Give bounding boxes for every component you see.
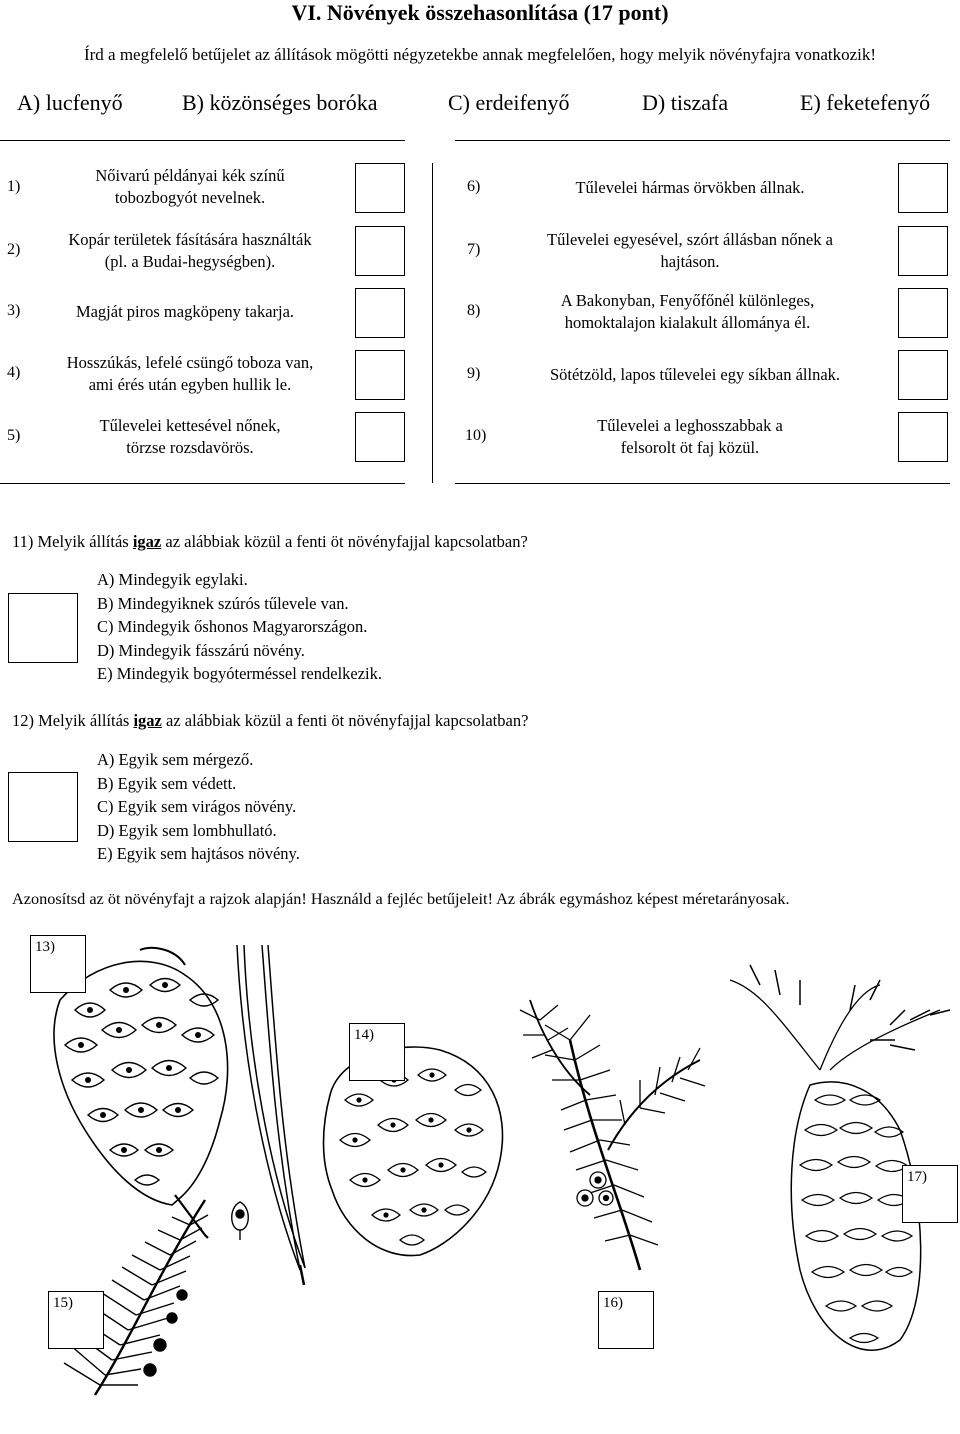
statement-line: Tűlevelei a leghosszabbak a <box>597 416 783 435</box>
statement-number: 9) <box>467 365 481 382</box>
statement-line: Magját piros magköpeny takarja. <box>75 302 295 321</box>
statement-line: homoktalajon kialakult állománya él. <box>564 313 811 332</box>
statement-number: 7) <box>467 241 481 258</box>
statement-number: 10) <box>465 427 487 444</box>
figure-label-14: 14) <box>349 1023 405 1081</box>
species-a: A) lucfenyő <box>17 90 123 115</box>
option-c: C) Egyik sem virágos növény. <box>97 797 297 816</box>
species-c: C) erdeifenyő <box>448 90 570 115</box>
option-e: E) Mindegyik bogyóterméssel rendelkezik. <box>97 664 383 683</box>
figure-label-17: 17) <box>902 1165 958 1223</box>
statement-line: felsorolt öt faj közül. <box>620 438 760 457</box>
instruction: Írd a megfelelő betűjelet az állítások mögötti négyzetekbe annak megfelelően, hogy melyik növényfajra vonatkozik! <box>83 45 877 64</box>
page-title: VI. Növények összehasonlítása (17 pont) <box>291 0 669 25</box>
pine-needles-drawing <box>237 945 305 1285</box>
species-d: D) tiszafa <box>642 90 729 115</box>
statement-line: Tűlevelei egyesével, szórt állásban nőnek a <box>547 230 833 249</box>
statement-line: Kopár területek fásítására használták <box>68 230 312 249</box>
statement-number: 6) <box>467 178 481 195</box>
identify-instruction: Azonosítsd az öt növényfajt a rajzok alapján! Használd a fejléc betűjeleit! Az ábrák egymáshoz képest méretarányosak. <box>12 889 790 908</box>
statement-number: 8) <box>467 302 481 319</box>
option-e: E) Egyik sem hajtásos növény. <box>97 844 300 863</box>
statement-line: Sötétzöld, lapos tűlevelei egy síkban állnak. <box>549 365 841 384</box>
statement-line: hajtáson. <box>660 252 720 271</box>
option-a: A) Mindegyik egylaki. <box>97 570 248 589</box>
spruce-cone-drawing <box>730 965 950 1350</box>
figure-label-16: 16) <box>598 1291 654 1349</box>
statement-line: törzse rozsdavörös. <box>126 438 254 457</box>
statement-line: tobozbogyót nevelnek. <box>114 188 266 207</box>
option-b: B) Mindegyiknek szúrós tűlevele van. <box>97 593 349 613</box>
statement-line: Tűlevelei kettesével nőnek, <box>99 416 281 435</box>
species-b: B) közönséges boróka <box>182 90 378 115</box>
question-11: 11) Melyik állítás igaz az alábbiak közül a fenti öt növényfajjal kapcsolatban? <box>12 532 528 551</box>
juniper-branch-drawing <box>520 1000 705 1270</box>
option-a: A) Egyik sem mérgező. <box>97 750 254 769</box>
statement-number: 3) <box>7 302 21 319</box>
statement-line: Nőivarú példányai kék színű <box>95 166 285 185</box>
question-12: 12) Melyik állítás igaz az alábbiak közül a fenti öt növényfajjal kapcsolatban? <box>12 711 529 730</box>
statement-line: (pl. a Budai-hegységben). <box>104 252 276 271</box>
figure-label-13: 13) <box>30 935 86 993</box>
statement-number: 4) <box>7 364 21 381</box>
statement-number: 2) <box>7 241 21 258</box>
option-d: D) Mindegyik fásszárú növény. <box>97 640 305 660</box>
statement-line: A Bakonyban, Fenyőfőnél különleges, <box>560 291 815 310</box>
statement-line: Hosszúkás, lefelé csüngő toboza van, <box>66 353 314 372</box>
option-b: B) Egyik sem védett. <box>97 773 237 793</box>
statement-line: Tűlevelei hármas örvökben állnak. <box>575 178 805 197</box>
statement-number: 1) <box>7 178 21 195</box>
statement-line: ami érés után egyben hullik le. <box>88 375 292 394</box>
species-e: E) feketefenyő <box>800 90 931 115</box>
emphasis-word: igaz <box>132 532 162 551</box>
emphasis-word: igaz <box>133 711 162 730</box>
statement-number: 5) <box>7 427 21 444</box>
figure-label-15: 15) <box>48 1291 104 1349</box>
option-c: C) Mindegyik őshonos Magyarországon. <box>97 617 368 636</box>
option-d: D) Egyik sem lombhullató. <box>97 820 277 840</box>
